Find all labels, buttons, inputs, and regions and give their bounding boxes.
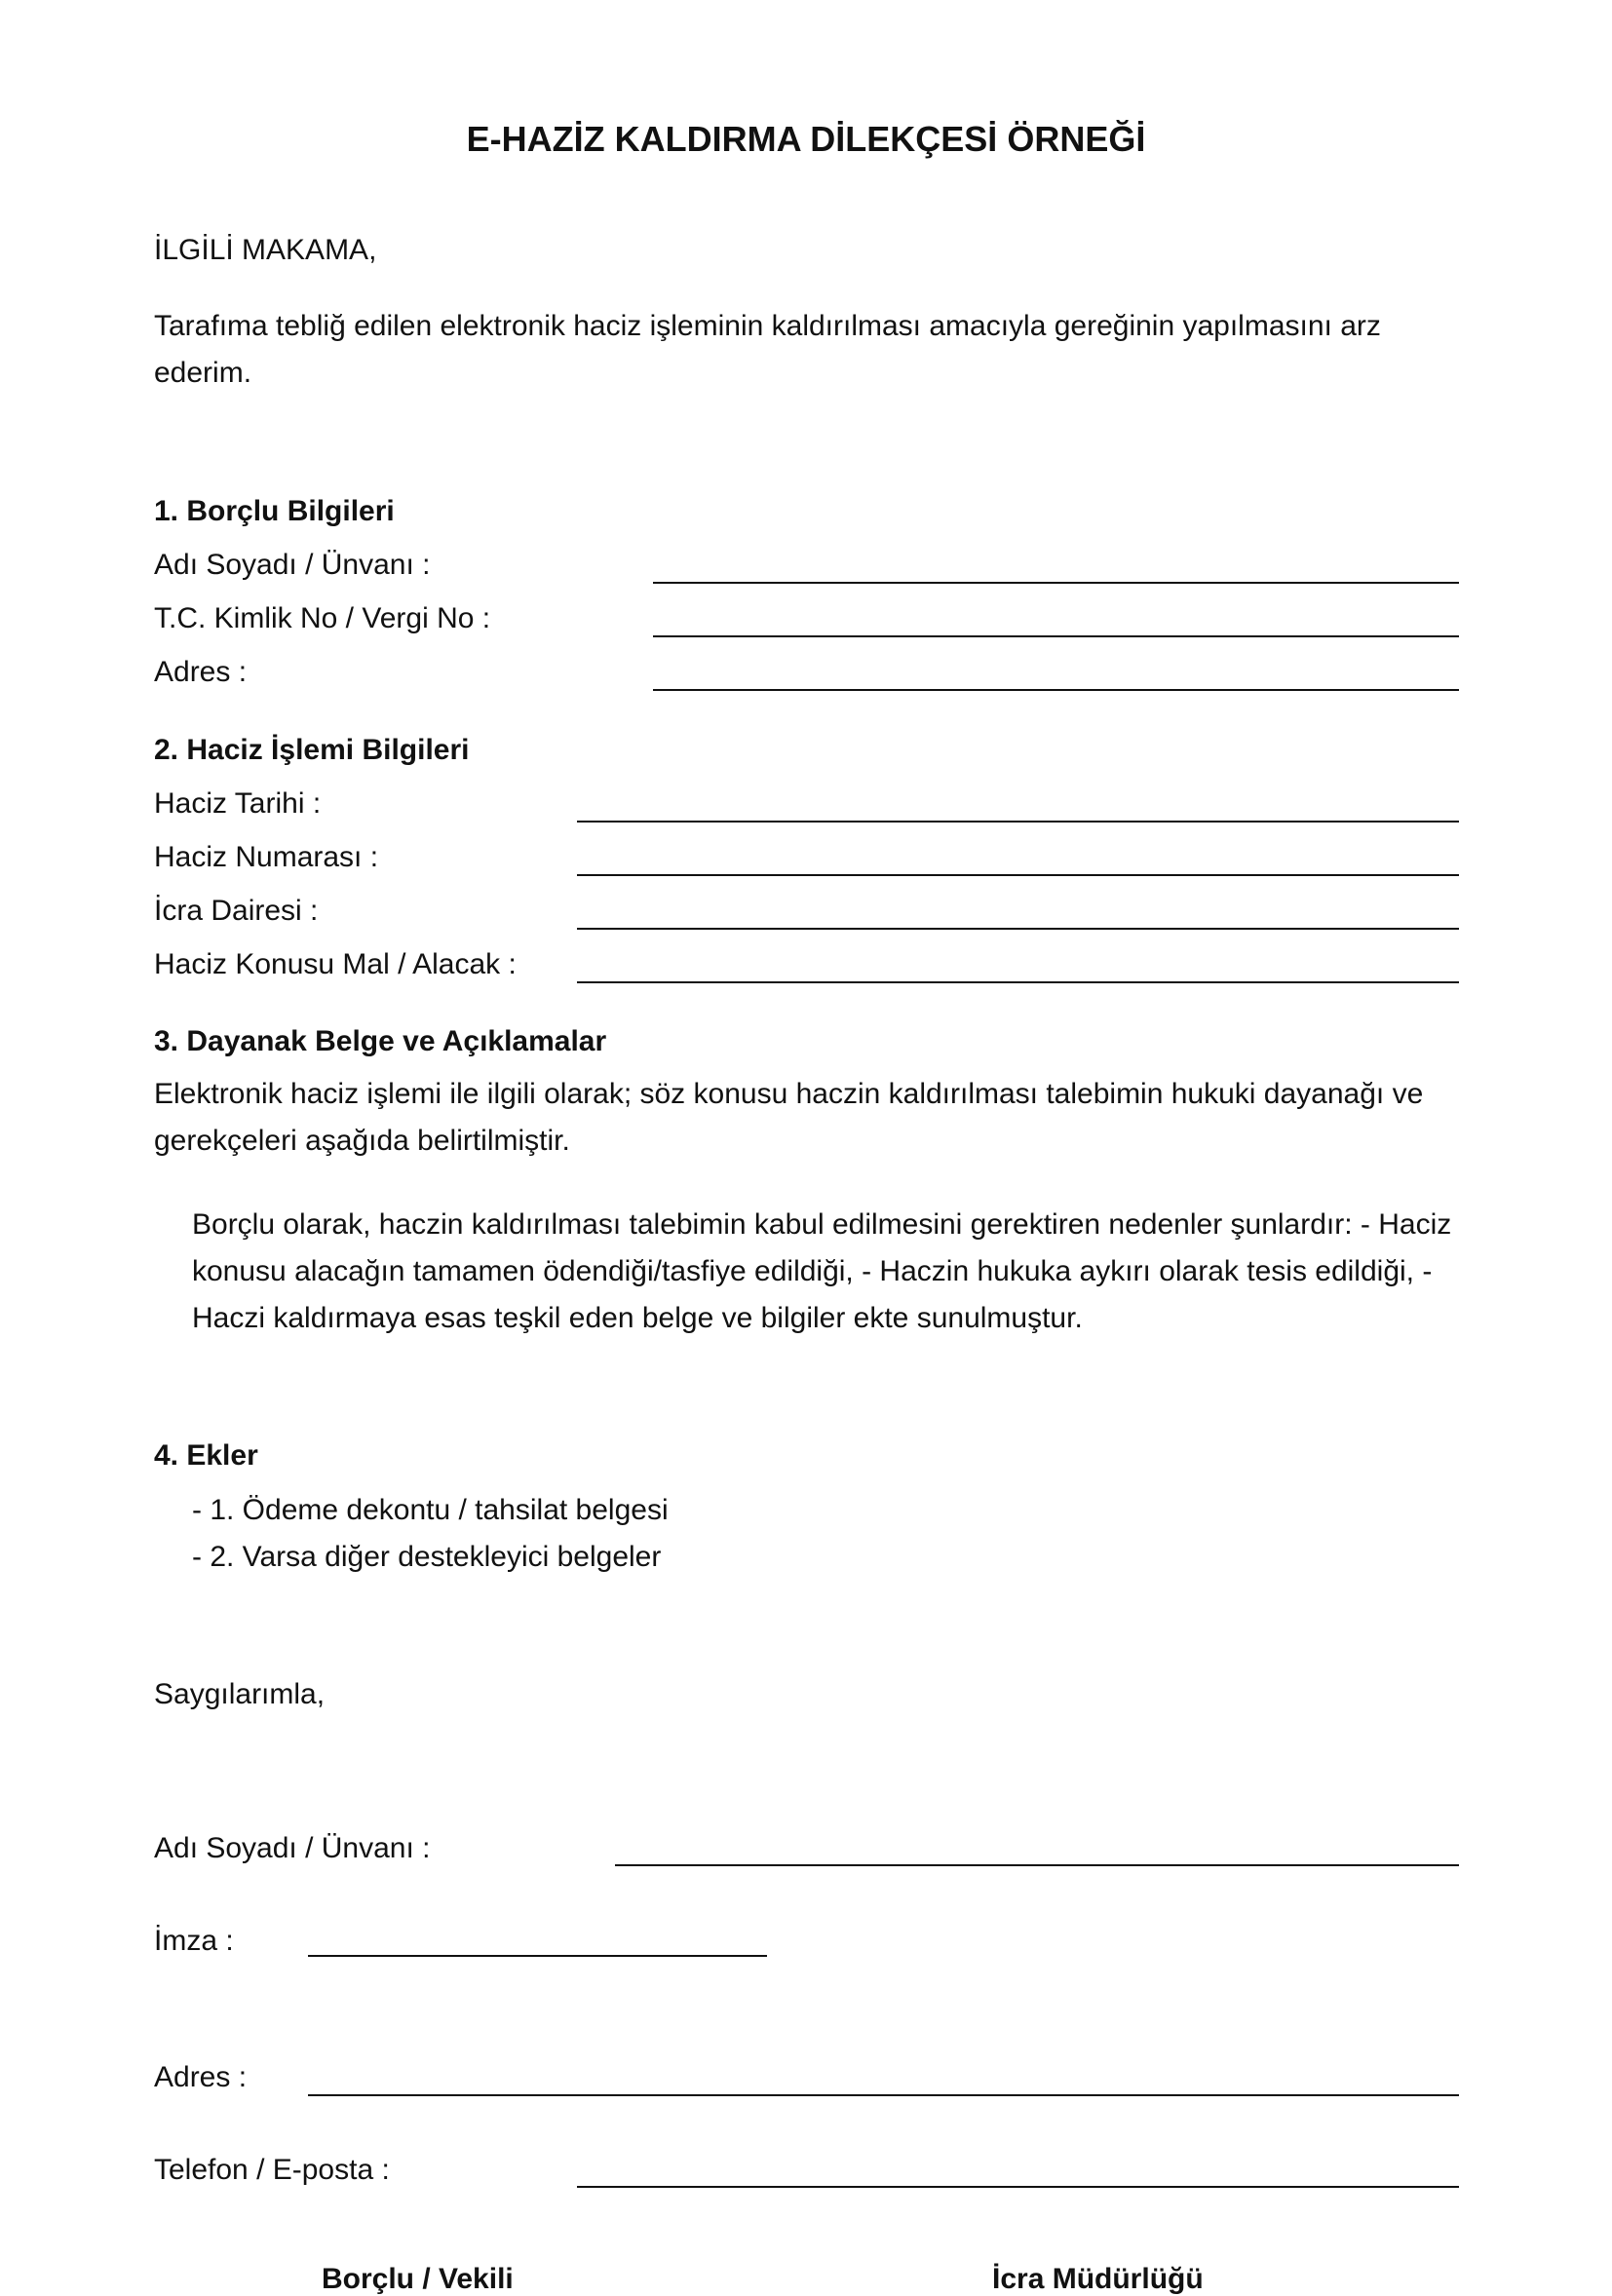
closing: Saygılarımla, [154,1678,326,1710]
document-title: E-HAZİZ KALDIRMA DİLEKÇESİ ÖRNEĞİ [466,119,1146,159]
signature-label: İmza : [154,1925,234,1957]
section2-heading: 2. Haciz İşlemi Bilgileri [154,734,470,766]
signer-name-label: Adı Soyadı / Ünvanı : [154,1832,431,1864]
signer-name-line [615,1864,1459,1866]
signature-line [308,1955,767,1957]
signer-contact-label: Telefon / E-posta : [154,2154,390,2186]
section3-detail: Borçlu olarak, haczin kaldırılması talebimin kabul edilmesini gerektiren nedenler şunlardır: - Haciz konusu alacağın tamamen ödendiği/tasfiye edildiği, - Haczin hukuka aykırı olarak tesis edildiği, - Haczi kaldırmaya esas teşkil eden belge ve bilgiler ekte sunulmuştur. [192,1208,1452,1334]
footer-left-partial: Borçlu / Vekili [322,2263,514,2295]
signer-address-line [308,2094,1459,2096]
enforcement-office-line [577,928,1459,930]
signer-address-label: Adres : [154,2061,248,2093]
section3-text: Elektronik haciz işlemi ile ilgili olarak; söz konusu haczin kaldırılması talebimin hukuki dayanağı ve gerekçeleri aşağıda belirtilmiştir. [154,1078,1424,1157]
debtor-address-line [653,689,1459,691]
intro-paragraph: Tarafıma tebliğ edilen elektronik haciz işleminin kaldırılması amacıyla gereğinin yapılmasını arz ederim. [154,310,1381,389]
debtor-address-label: Adres : [154,656,248,688]
salutation: İLGİLİ MAKAMA, [154,234,377,266]
attachment-item: - 1. Ödeme dekontu / tahsilat belgesi [192,1494,669,1526]
debtor-id-line [653,635,1459,637]
section1-heading: 1. Borçlu Bilgileri [154,495,395,527]
section3-heading: 3. Dayanak Belge ve Açıklamalar [154,1025,607,1057]
seizure-number-line [577,874,1459,876]
seizure-subject-line [577,981,1459,983]
seizure-number-label: Haciz Numarası : [154,841,379,873]
seizure-subject-label: Haciz Konusu Mal / Alacak : [154,948,517,980]
section4-heading: 4. Ekler [154,1439,258,1472]
debtor-id-label: T.C. Kimlik No / Vergi No : [154,602,491,634]
seizure-date-label: Haciz Tarihi : [154,787,322,820]
footer-right-partial: İcra Müdürlüğü [992,2263,1204,2295]
attachment-item: - 2. Varsa diğer destekleyici belgeler [192,1541,662,1573]
signer-contact-line [577,2186,1459,2188]
debtor-name-label: Adı Soyadı / Ünvanı : [154,549,431,581]
seizure-date-line [577,821,1459,823]
enforcement-office-label: İcra Dairesi : [154,895,319,927]
debtor-name-line [653,582,1459,584]
